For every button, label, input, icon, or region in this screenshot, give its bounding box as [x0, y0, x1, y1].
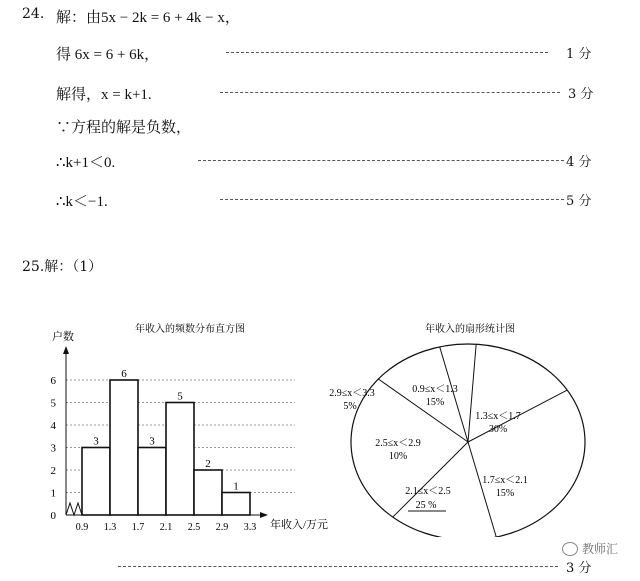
bar-value-label: 3: [149, 435, 155, 448]
pie-label-range: 1.3≤x＜1.7: [475, 411, 521, 422]
x-tick-label: 2.5: [187, 522, 201, 533]
histogram-x-ticks: [76, 522, 257, 533]
solution-line-6: ∴k＜−1.: [56, 194, 108, 210]
pie-label-range: 2.1≤x＜2.5: [405, 486, 451, 497]
bar-value-label: 6: [121, 368, 127, 380]
x-tick-label: 1.7: [131, 522, 145, 533]
histogram-y-ticks: [51, 375, 57, 522]
axis-break-mark: [66, 503, 82, 515]
y-tick-label: 6: [50, 375, 56, 387]
score-mark: 1 分: [566, 47, 592, 62]
watermark: [562, 540, 618, 557]
score-dashes: [220, 199, 564, 200]
pie-label-pct: 25 %: [415, 500, 437, 511]
bar-value-label: 5: [177, 390, 183, 403]
pie-label-range: 2.9≤x＜3.3: [329, 388, 375, 399]
pie-label-range: 1.7≤x＜2.1: [482, 475, 528, 486]
y-tick-label: 5: [50, 397, 56, 410]
pie-label-pct: 5%: [343, 401, 357, 412]
y-tick-label: 2: [50, 465, 56, 477]
bar-value-label: 1: [233, 480, 239, 493]
x-tick-label: 2.1: [159, 522, 173, 533]
histogram-bar: [166, 403, 194, 516]
score-dashes: [198, 160, 564, 161]
score-mark: 4 分: [566, 155, 592, 170]
score-mark: 3 分: [566, 561, 592, 576]
histogram-bar: [222, 493, 250, 516]
pie-label-pct: 30%: [488, 424, 508, 435]
solution-line-2: 得 6x = 6 + 6k，: [56, 47, 160, 63]
histogram-xlabel: 年收入/万元: [270, 519, 329, 531]
score-dashes: [226, 52, 548, 53]
pie-chart: [300, 312, 620, 537]
histogram-ylabel: 户数: [52, 331, 74, 343]
pie-label-pct: 15%: [495, 488, 515, 499]
histogram-bar: [194, 470, 222, 515]
pie-label-range: 2.5≤x＜2.9: [375, 438, 421, 449]
y-tick-label: 0: [50, 510, 56, 522]
score-mark: 3 分: [568, 87, 594, 102]
y-tick-label: 3: [50, 442, 56, 455]
x-axis-arrow: [260, 512, 268, 518]
y-tick-label: 4: [50, 420, 56, 432]
problem-24-label: 24.: [22, 6, 45, 22]
score-mark: 5 分: [566, 194, 592, 209]
solution-line-1: 解：由5x − 2k = 6 + 4k − x，: [56, 10, 240, 26]
pie-title: 年收入的扇形统计图: [425, 324, 515, 335]
problem-25-label: 25.解：（1）: [22, 259, 103, 275]
x-tick-label: 2.9: [215, 522, 229, 533]
score-dashes: [220, 92, 560, 93]
histogram-bar: [110, 380, 138, 515]
pie-label-pct: 15%: [425, 397, 445, 408]
x-tick-label: 1.3: [103, 522, 117, 533]
solution-line-4: ∵方程的解是负数，: [56, 120, 192, 136]
y-tick-label: 1: [50, 487, 56, 500]
score-dashes: [118, 566, 558, 567]
bar-value-label: 3: [93, 435, 99, 448]
y-axis-arrow: [63, 346, 69, 354]
solution-line-3: 解得，x = k+1.: [56, 87, 152, 103]
histogram-title: 年收入的频数分布直方图: [135, 324, 245, 335]
histogram-bars: [82, 368, 250, 515]
bar-value-label: 2: [205, 458, 211, 470]
x-tick-label: 3.3: [243, 522, 257, 533]
solution-line-5: ∴k+1＜0.: [56, 155, 116, 171]
x-tick-label: 0.9: [75, 522, 89, 533]
histogram-bar: [82, 448, 110, 516]
pie-label-range: 0.9≤x＜1.3: [412, 384, 458, 395]
pie-label-pct: 10%: [388, 451, 408, 462]
watermark-text: 教师汇: [581, 542, 618, 556]
chat-bubble-icon: [562, 542, 578, 556]
histogram-bar: [138, 448, 166, 516]
